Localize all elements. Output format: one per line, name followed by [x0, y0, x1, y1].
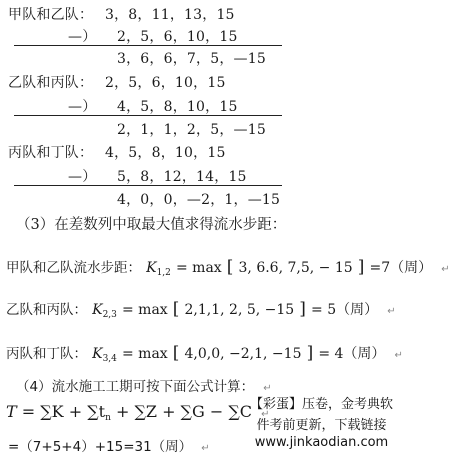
bc-row1: 2，5，6，10，15 [105, 75, 226, 91]
bc-row2: 4，5，8，10，15 [117, 99, 238, 115]
bc-label: 乙队和丙队： [8, 75, 94, 91]
duration-formula [6, 402, 269, 423]
promo-line1: 【彩蛋】压卷，金考典软 [249, 397, 393, 412]
formula-rhs-b: + ∑Z + ∑G − ∑C [110, 402, 252, 421]
formula-rhs-a: = ∑K + ∑t [21, 402, 106, 421]
ab-minus: —） [68, 29, 97, 45]
return-icon: ↵ [394, 350, 403, 361]
bc-minus: —） [68, 99, 97, 115]
bc-diff: 2，1，1，2，5，—15 [117, 122, 266, 138]
cd-row2: 5，8，12，14，15 [117, 169, 247, 185]
ab-row1: 3，8，11，13，15 [105, 7, 235, 23]
step-label: 乙队和丙队： [6, 302, 87, 318]
cd-diff: 4，0，0，—2，1，—15 [117, 192, 281, 208]
k-symbol: $K_{3,4}$ [92, 346, 117, 364]
cd-row1: 4，5，8，10，15 [105, 145, 226, 161]
formula-sub: n [105, 413, 111, 423]
right-bracket: ] [299, 299, 306, 319]
step-args: 4,0,0, −2,1, −15 [184, 346, 302, 362]
ab-diff: 3，6，6，7，5，—15 [117, 51, 266, 67]
return-icon: ↵ [441, 264, 450, 275]
max-operator: = max [121, 346, 168, 362]
step4-heading-row [16, 375, 272, 395]
step-args: 2,1,1, 2, 5, −15 [184, 302, 295, 318]
k-symbol: $K_{1,2}$ [146, 260, 171, 278]
promo-link[interactable]: www.jinkaodian.com [254, 435, 389, 450]
max-operator: = max [175, 260, 222, 276]
step-label: 丙队和丁队： [6, 346, 87, 362]
step-row-cd [6, 342, 403, 364]
max-operator: = max [121, 302, 168, 318]
step-result: = 5（周） [311, 302, 379, 318]
step-result: = 4（周） [318, 346, 386, 362]
promo-block [250, 393, 393, 450]
return-icon: ↵ [263, 383, 272, 394]
total-row [8, 435, 210, 455]
right-bracket: ] [357, 257, 365, 277]
total-result: =（7+5+4）+15=31（周） [8, 439, 193, 455]
ab-label: 甲队和乙队： [8, 7, 94, 23]
bc-rule [14, 115, 282, 116]
return-icon: ↵ [387, 306, 396, 317]
step-label: 甲队和乙队流水步距： [6, 260, 141, 276]
step-result: =7（周） [369, 260, 433, 276]
k-symbol: $K_{2,3}$ [92, 302, 117, 320]
step3-heading: （3）在差数列中取最大值求得流水步距： [16, 217, 287, 233]
return-icon: ↵ [261, 409, 270, 420]
t-symbol: T [6, 402, 17, 421]
return-icon: ↵ [201, 443, 210, 454]
step-row-ab [6, 256, 450, 278]
left-bracket: [ [226, 257, 234, 277]
step-args: 3, 6.6, 7,5, − 15 [238, 260, 353, 276]
cd-minus: —） [68, 169, 97, 185]
cd-rule [14, 185, 282, 186]
left-bracket: [ [172, 343, 180, 363]
ab-row2: 2，5，6，10，15 [117, 29, 238, 45]
ab-rule [14, 45, 282, 46]
step-row-bc [6, 298, 396, 320]
step4-heading: （4）流水施工工期可按下面公式计算： [16, 379, 255, 395]
promo-line2: 件考前更新，下载链接 [256, 418, 387, 433]
cd-label: 丙队和丁队： [8, 145, 94, 161]
right-bracket: ] [306, 343, 314, 363]
left-bracket: [ [172, 299, 180, 319]
